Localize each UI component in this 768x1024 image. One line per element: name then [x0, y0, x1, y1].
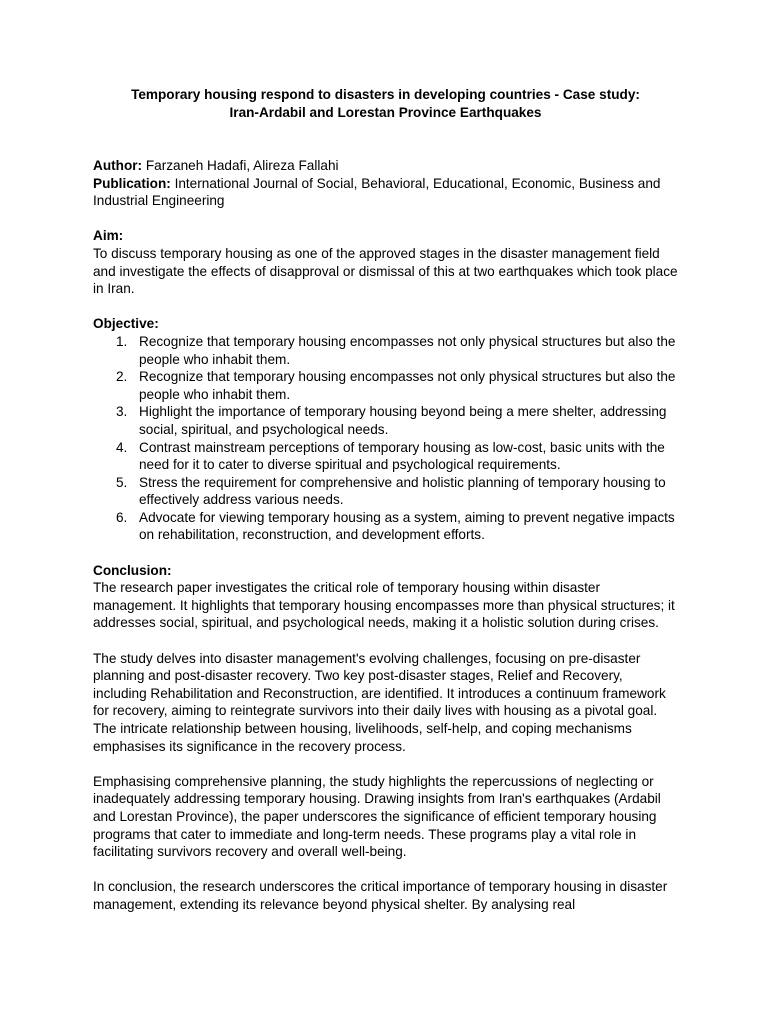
aim-heading: Aim: [93, 228, 124, 244]
author-value: Farzaneh Hadafi, Alireza Fallahi [142, 158, 339, 173]
publication-line [93, 175, 678, 210]
list-item [93, 474, 678, 509]
conclusion-paragraph-3: Emphasising comprehensive planning, the study highlights the repercussions of neglecting or inadequately addressing temporary housing. Drawing insights from Iran's earthquakes (Ardabil and Lorestan Province), the paper underscores the significance of efficient temporary housing programs that cater to immediate and long-term needs. These programs play a vital role in facilitating survivors recovery and overall well-being. [93, 773, 661, 860]
list-item-text: Advocate for viewing temporary housing as a system, aiming to prevent negative impacts on rehabilitation, reconstruction, and development efforts. [139, 509, 675, 543]
publication-value: International Journal of Social, Behavioral, Educational, Economic, Business and Industrial Engineering [93, 175, 661, 209]
list-item-number: 4. [116, 439, 128, 455]
objective-heading: Objective: [93, 316, 159, 332]
list-item-text: Stress the requirement for comprehensive and holistic planning of temporary housing to effectively address various needs. [139, 474, 666, 508]
conclusion-heading: Conclusion: [93, 562, 172, 578]
list-item-text: Contrast mainstream perceptions of temporary housing as low-cost, basic units with the need for it to cater to diverse spiritual and psychological requirements. [139, 439, 665, 473]
title-line-2: Iran-Ardabil and Lorestan Province Earthquakes [229, 105, 542, 120]
list-item [93, 439, 678, 474]
author-line [93, 157, 678, 175]
list-item-number: 6. [116, 509, 128, 525]
list-item [93, 333, 678, 368]
list-item [93, 368, 678, 403]
list-item-number: 2. [116, 369, 128, 385]
author-label: Author: [93, 158, 143, 173]
list-item-number: 5. [116, 474, 128, 490]
list-item [93, 509, 678, 544]
list-item-text: Recognize that temporary housing encompasses not only physical structures but also the people who inhabit them. [139, 333, 676, 367]
conclusion-paragraph-4: In conclusion, the research underscores the critical importance of temporary housing in disaster management, extending its relevance beyond physical shelter. By analysing real [93, 879, 668, 912]
document-title [89, 86, 682, 122]
list-item-text: Recognize that temporary housing encompasses not only physical structures but also the people who inhabit them. [139, 369, 676, 402]
list-item-text: Highlight the importance of temporary housing beyond being a mere shelter, addressing social, spiritual, and psychological needs. [139, 404, 667, 437]
objective-list [93, 333, 678, 544]
document-page [93, 86, 678, 914]
conclusion-paragraph-2: The study delves into disaster management's evolving challenges, focusing on pre-disaster planning and post-disaster recovery. Two key post-disaster stages, Relief and Recovery, including Rehabilitation and Reconstruction, are identified. It introduces a continuum framework for recovery, aiming to reintegrate survivors into their daily lives with housing as a pivotal goal. The intricate relationship between housing, livelihoods, self-help, and coping mechanisms emphasises its significance in the recovery process. [93, 650, 666, 754]
list-item-number: 3. [116, 404, 128, 420]
conclusion-paragraph-1: The research paper investigates the critical role of temporary housing within disaster management. It highlights that temporary housing encompasses more than physical structures; it addresses social, spiritual, and psychological needs, making it a holistic solution during crises. [93, 580, 675, 631]
list-item-number: 1. [116, 333, 128, 349]
list-item [93, 403, 678, 438]
aim-text: To discuss temporary housing as one of the approved stages in the disaster management field and investigate the effects of disapproval or dismissal of this at two earthquakes which took place in Iran. [93, 245, 678, 297]
title-line-1: Temporary housing respond to disasters in developing countries - Case study: [131, 87, 640, 102]
publication-label: Publication: [93, 175, 171, 191]
